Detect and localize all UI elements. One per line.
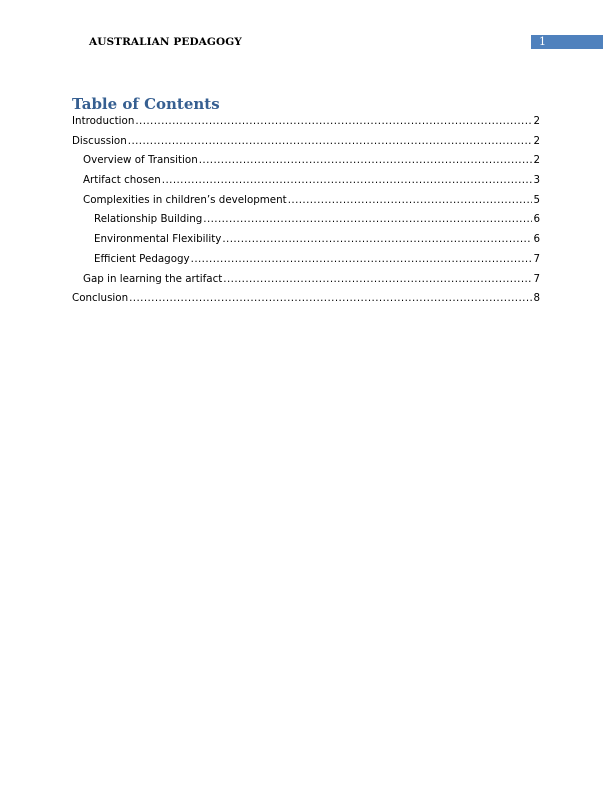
toc-entry-page: 7: [533, 272, 540, 285]
toc-dot-leader: [162, 172, 533, 188]
toc-entry-relationship-building[interactable]: [72, 211, 540, 231]
toc-dot-leader: [129, 290, 532, 306]
toc-dot-leader: [223, 271, 532, 287]
toc-dot-leader: [203, 211, 532, 227]
toc-entry-complexities-in-childrens-development[interactable]: [72, 192, 540, 212]
toc-dot-leader: [222, 231, 532, 247]
toc-entry-page: 2: [533, 115, 540, 127]
page-number: 1: [539, 35, 546, 48]
toc-entry-title: Gap in learning the artifact: [83, 272, 223, 285]
toc-entry-title: Discussion: [72, 134, 127, 147]
toc-entry-title: Artifact chosen: [83, 174, 161, 187]
toc-entry-overview-of-transition[interactable]: [72, 152, 540, 172]
toc-dot-leader: [288, 192, 533, 208]
toc-entry-page: 6: [533, 213, 540, 226]
toc-entry-page: 3: [533, 174, 540, 187]
toc-entry-title: Complexities in children’s development: [83, 193, 287, 206]
toc-entry-title: Environmental Flexibility: [94, 233, 222, 246]
toc-entry-title: Efficient Pedagogy: [94, 252, 190, 265]
page-number-box: [531, 35, 603, 49]
toc-dot-leader: [199, 152, 533, 168]
toc-entry-efficient-pedagogy[interactable]: [72, 251, 540, 271]
table-of-contents: [72, 113, 540, 310]
toc-dot-leader: [128, 133, 533, 149]
toc-entry-page: 2: [533, 134, 540, 147]
toc-entry-title: Conclusion: [72, 292, 129, 305]
toc-entry-conclusion[interactable]: [72, 290, 540, 310]
running-head: AUSTRALIAN PEDAGOGY: [89, 36, 242, 48]
toc-entry-page: 7: [533, 252, 540, 265]
toc-entry-page: 5: [533, 193, 540, 206]
toc-entry-page: 6: [533, 233, 540, 246]
toc-entry-discussion[interactable]: [72, 133, 540, 153]
toc-entry-environmental-flexibility[interactable]: [72, 231, 540, 251]
toc-entry-title: Introduction: [72, 115, 135, 127]
toc-entry-page: 8: [533, 292, 540, 305]
toc-dot-leader: [135, 113, 532, 129]
toc-entry-introduction[interactable]: [72, 113, 540, 133]
toc-heading: Table of Contents: [72, 95, 220, 113]
toc-entry-title: Overview of Transition: [83, 154, 198, 167]
toc-dot-leader: [191, 251, 533, 267]
toc-entry-title: Relationship Building: [94, 213, 203, 226]
toc-entry-gap-in-learning-the-artifact[interactable]: [72, 271, 540, 291]
toc-entry-artifact-chosen[interactable]: [72, 172, 540, 192]
toc-entry-page: 2: [533, 154, 540, 167]
